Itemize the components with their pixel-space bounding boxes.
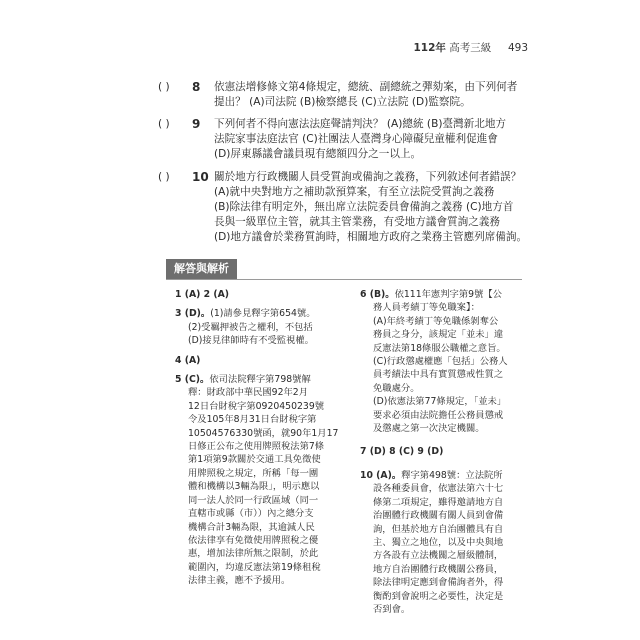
answer-10-line: 除法律明定應到會備詢者外，得 (373, 577, 504, 589)
question-9 (158, 117, 518, 162)
question-number: 10 (192, 170, 209, 184)
answer-5-line: 日修正公布之使用牌照稅法第7條 (188, 441, 325, 453)
answer-7-8-9: 7 (D) 8 (C) 9 (D) (360, 446, 444, 458)
page-number: 493 (507, 42, 528, 54)
answers-banner (166, 259, 522, 280)
question-line: 關於地方行政機關人員受質詢或備詢之義務，下列敘述何者錯誤？ (214, 171, 522, 183)
answer-10-line: 詢，但基於地方自治團體具有自 (373, 523, 504, 535)
answer-5-line: 體和機構以3輛為限」，明示應以 (188, 481, 320, 493)
question-number: 9 (192, 117, 201, 131)
answer-6-line: 務員之身分，該規定「並未」違 (373, 329, 504, 341)
answer-5-head: 5 (C)。 (175, 374, 210, 386)
answer-10-line: 主、獨立之地位，以及中央與地 (373, 536, 504, 548)
answer-6-line: 反憲法第18條服公職權之意旨。 (373, 342, 506, 354)
answer-5-line: 惠，增加法律所無之限制，於此 (188, 548, 319, 560)
answer-5-line: 釋：財政部中華民國92年2月 (188, 387, 309, 399)
question-line: (D)地方議會於業務質詢時，相關地方政府之業務主管應列席備詢。 (214, 231, 528, 243)
page-header (414, 40, 529, 55)
question-line: 下列何者不得向憲法法庭聲請判決？ (A)總統 (B)臺灣新北地方 (214, 118, 507, 130)
answer-blank: ( ) (158, 81, 170, 93)
answer-4: 4 (A) (175, 354, 201, 366)
question-10 (158, 170, 528, 245)
answer-6-line: 及懲處之第一次決定機關。 (373, 423, 485, 435)
answer-5-line: 法律主義，應不予援用。 (188, 575, 291, 587)
answer-10-head: 10 (A)。 (360, 469, 402, 481)
answer-3-line: (D)接見律師時有不受監視權。 (188, 335, 314, 347)
answer-3-head: 3 (D)。 (175, 308, 211, 320)
answer-10-line: 條第二項規定，雖得邀請地方自 (373, 496, 504, 508)
answer-6-line: 依111年憲判字第9號【公 (394, 289, 502, 300)
answer-6-head: 6 (B)。 (360, 289, 395, 300)
answer-5-line: 用牌照稅之規定，所稱「每一團 (188, 467, 319, 479)
answer-5-line: 同一法人於同一行政區域（同一 (188, 494, 319, 506)
answer-5-line: 依司法院釋字第798號解 (209, 374, 311, 386)
answer-10-line: 否到會。 (373, 603, 411, 615)
answer-6-line: (A)年終考績丁等免職係剝奪公 (373, 315, 499, 327)
answer-5-line: 依法律享有免徵使用牌照稅之優 (188, 534, 319, 546)
answer-6-line: (C)行政懲處權應「包括」公務人 (373, 356, 508, 368)
answer-5-line: 令及105年8月31日台財稅字第 (188, 414, 317, 426)
answer-blank: ( ) (158, 118, 170, 130)
answer-5-line: 10504576330號函，就90年1月17 (188, 427, 339, 439)
answer-10-line: 衡酌到會說明之必要性，決定是 (373, 590, 504, 602)
answer-6-line: 務人員考績丁等免職案】： (373, 302, 480, 314)
question-line: (D)屏東縣議會議員現有總額四分之一以上。 (214, 148, 422, 160)
question-line: (B)除法律有明定外，無出席立法院委員會備詢之義務 (C)地方首 (214, 201, 514, 213)
answer-5-line: 第1項第9款關於交通工具免徵使 (188, 454, 321, 466)
question-8 (158, 80, 518, 110)
answer-6-line: 要求必須由法院擔任公務員懲戒 (373, 409, 504, 421)
answer-5-line: 直轄市或縣（市））內之總分支 (188, 508, 314, 520)
question-line: 長與一級單位主管，就其主管業務，有受地方議會質詢之義務 (214, 216, 501, 228)
answer-3-line: (2)受羈押被告之權利，不包括 (188, 321, 313, 333)
answer-5-line: 範圍內，均違反憲法第19條租稅 (188, 561, 321, 573)
answers-left-column (175, 288, 345, 588)
answer-10-line: 方各設有立法機關之層級體制， (373, 550, 504, 562)
question-line: (A)就中央對地方之補助款預算案，有至立法院受質詢之義務 (214, 186, 495, 198)
header-year: 112年 (413, 42, 446, 54)
header-exam: 高考三級 (449, 42, 492, 54)
question-line: 法院家事法庭法官 (C)社團法人臺灣身心障礙兒童權利促進會 (214, 133, 498, 145)
answers-right-column (360, 288, 530, 616)
answer-6-line: 員考績法中具有實質懲戒性質之 (373, 369, 504, 381)
answer-6-line: 免職處分。 (373, 382, 420, 394)
question-number: 8 (192, 80, 201, 94)
answer-blank: ( ) (158, 171, 170, 183)
answer-10-line: 設各種委員會，依憲法第六十七 (373, 483, 504, 495)
question-line: 依憲法增修條文第4條規定，總統、副總統之彈劾案，由下列何者 (214, 81, 518, 93)
answer-1-2: 1 (A) 2 (A) (175, 289, 230, 300)
answer-5-line: 機構合計3輛為限，其逾減人民 (188, 521, 315, 533)
answer-10-line: 釋字第498號：立法院所 (401, 469, 503, 481)
answer-5-line: 12日台財稅字第0920450239號 (188, 400, 325, 412)
answers-banner-title: 解答與解析 (166, 259, 237, 279)
question-line: 提出？ (A)司法院 (B)檢察總長 (C)立法院 (D)監察院。 (214, 96, 471, 108)
answer-3-line: (1)請參見釋字第654號。 (210, 308, 316, 320)
answer-10-line: 地方自治團體行政機關公務員， (373, 563, 504, 575)
answer-6-line: (D)依憲法第77條規定，「並未」 (373, 396, 507, 408)
answer-10-line: 治團體行政機關有關人員到會備 (373, 510, 504, 522)
